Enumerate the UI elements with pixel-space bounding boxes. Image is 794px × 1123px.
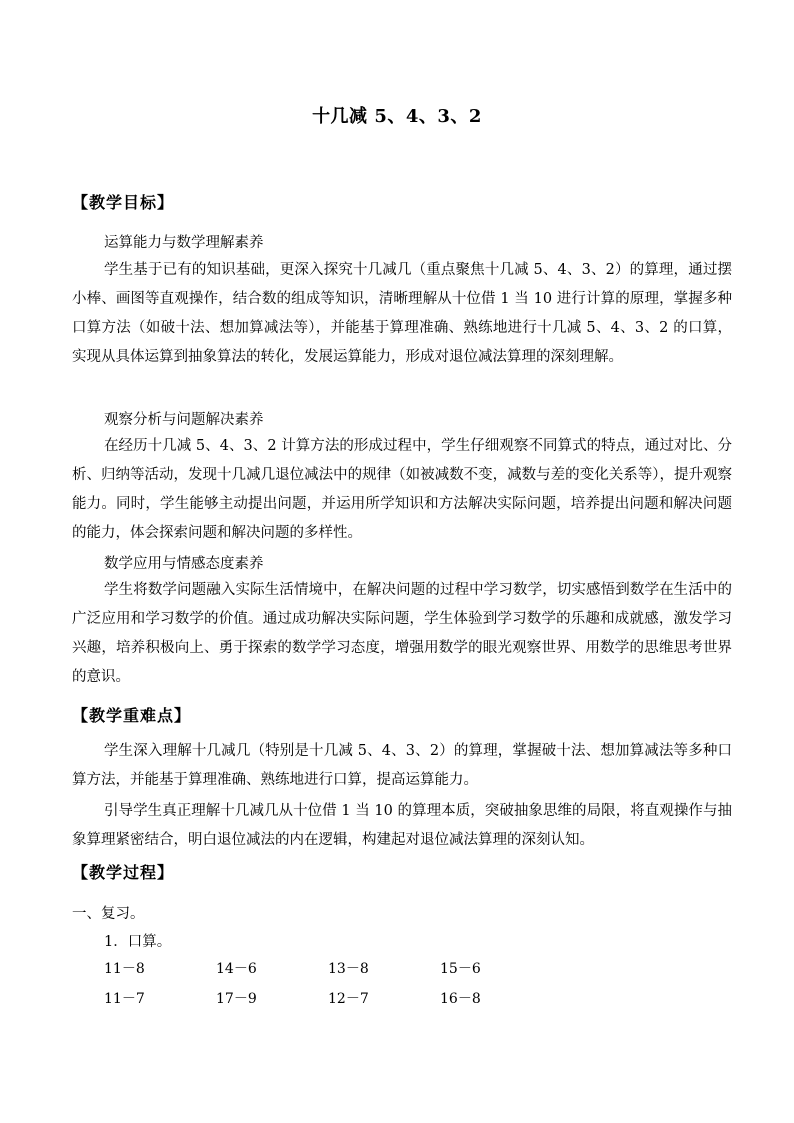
exercise-item: 11－7 [104, 991, 145, 1007]
key-point-2: 引导学生真正理解十几减几从十位借 1 当 10 的算理本质，突破抽象思维的局限，将直观操作与抽象算理紧密结合，明白退位减法的内在逻辑，构建起对退位减法算理的深刻认知。 [72, 803, 732, 848]
exercise-item: 11－8 [104, 961, 145, 977]
key-point-1: 学生深入理解十几减几（特别是十几减 5、4、3、2）的算理，掌握破十法、想加算减法等多种口算方法，并能基于算理准确、熟练地进行口算，提高运算能力。 [72, 743, 732, 788]
heading-teaching-goals: 【教学目标】 [72, 193, 175, 212]
heading-teaching-process: 【教学过程】 [72, 863, 175, 882]
exercise-item: 13－8 [328, 961, 369, 977]
goal-1-text: 学生基于已有的知识基础，更深入探究十几减几（重点聚焦十几减 5、4、3、2）的算理，通过摆小棒、画图等直观操作，结合数的组成等知识，清晰理解从十位借 1 当 10 进行计算的原理，掌握多种口算方法（如破十法、想加算减法等），并能基于算理准确、熟练地进行十几减 5、4、3、2 的口算，实现从具体运算到抽象算法的转化，发展运算能力，形成对退位减法算理的深刻理解。 [72, 262, 732, 365]
exercise-item: 17－9 [216, 991, 257, 1007]
goal-3-subtitle: 数学应用与情感态度素养 [104, 556, 264, 572]
goal-2-text: 在经历十几减 5、4、3、2 计算方法的形成过程中，学生仔细观察不同算式的特点，通过对比、分析、归纳等活动，发现十几减几退位减法中的规律（如被减数不变，减数与差的变化关系等），提升观察能力。同时，学生能够主动提出问题，并运用所学知识和方法解决实际问题，培养提出问题和解决问题的能力，体会探索问题和解决问题的多样性。 [72, 438, 732, 541]
exercise-grid [104, 958, 564, 1010]
heading-key-points: 【教学重难点】 [72, 706, 192, 725]
exercise-item: 16－8 [440, 991, 481, 1007]
goal-2-subtitle: 观察分析与问题解决素养 [104, 412, 264, 428]
exercise-item: 15－6 [440, 961, 481, 977]
exercise-item: 14－6 [216, 961, 257, 977]
step-review: 一、复习。 [72, 906, 145, 922]
exercise-item: 12－7 [328, 991, 369, 1007]
step-oral-calc: 1．口算。 [104, 934, 172, 950]
goal-3-text: 学生将数学问题融入实际生活情境中，在解决问题的过程中学习数学，切实感悟到数学在生活中的广泛应用和学习数学的价值。通过成功解决实际问题，学生体验到学习数学的乐趣和成就感，激发学习兴趣，培养积极向上、勇于探索的数学学习态度，增强用数学的眼光观察世界、用数学的思维思考世界的意识。 [72, 582, 732, 685]
page-title: 十几减 5、4、3、2 [312, 106, 482, 127]
goal-1-subtitle: 运算能力与数学理解素养 [104, 235, 264, 251]
